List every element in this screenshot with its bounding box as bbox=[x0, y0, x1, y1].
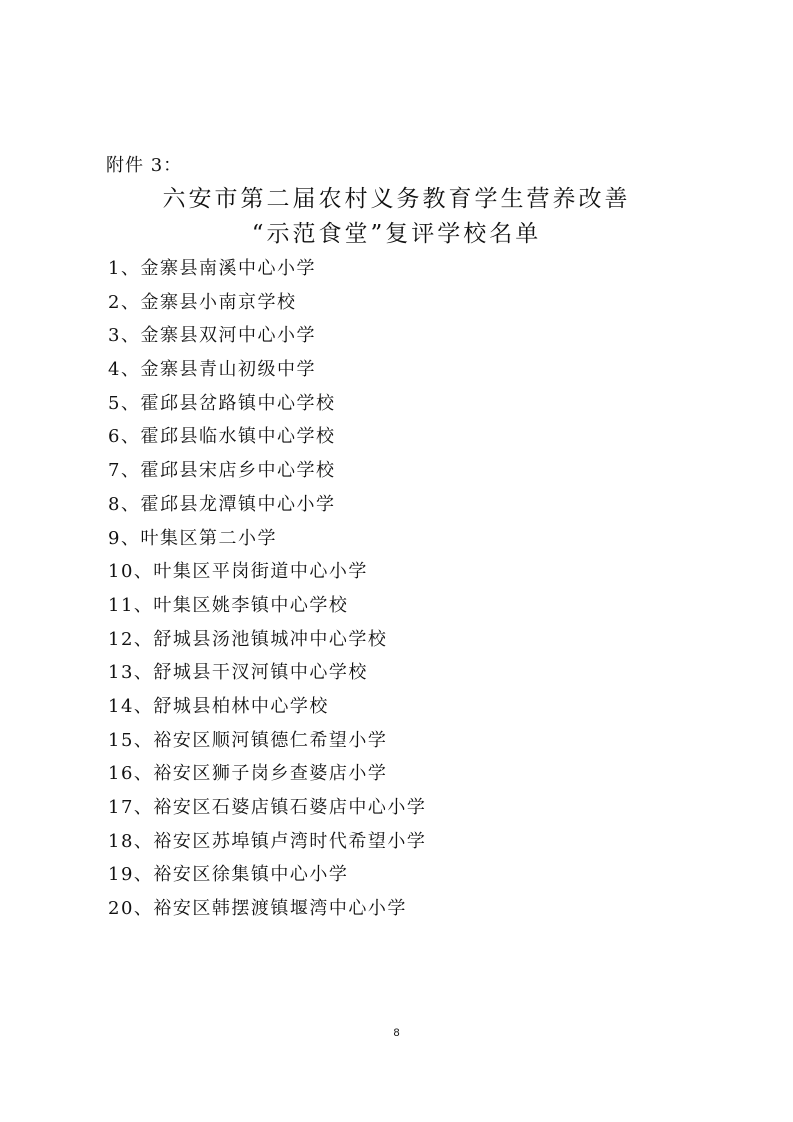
school-list-item: 12、舒城县汤池镇城冲中心学校 bbox=[108, 628, 388, 650]
school-list-item: 7、霍邱县宋店乡中心学校 bbox=[108, 460, 336, 482]
school-list-item: 19、裕安区徐集镇中心小学 bbox=[108, 864, 349, 886]
school-list-item: 11、叶集区姚李镇中心学校 bbox=[108, 594, 349, 616]
school-list-item: 16、裕安区狮子岗乡查婆店小学 bbox=[108, 763, 388, 785]
school-list-item: 4、金寨县青山初级中学 bbox=[108, 359, 316, 381]
school-list-item: 1、金寨县南溪中心小学 bbox=[108, 258, 316, 279]
school-list-item: 20、裕安区韩摆渡镇堰湾中心小学 bbox=[108, 898, 407, 920]
school-list-item: 13、舒城县干汊河镇中心学校 bbox=[108, 662, 368, 684]
school-list-item: 2、金寨县小南京学校 bbox=[108, 291, 297, 313]
document-title-line-2: “示范食堂”复评学校名单 bbox=[251, 221, 542, 247]
school-list-item: 8、霍邱县龙潭镇中心小学 bbox=[108, 493, 336, 515]
school-list-item: 6、霍邱县临水镇中心学校 bbox=[108, 426, 336, 448]
school-list-item: 9、叶集区第二小学 bbox=[108, 527, 277, 549]
school-list bbox=[108, 256, 426, 930]
school-list-item: 18、裕安区苏埠镇卢湾时代希望小学 bbox=[108, 830, 427, 852]
page-number: 8 bbox=[393, 1027, 400, 1039]
school-list-item: 3、金寨县双河中心小学 bbox=[108, 325, 316, 347]
school-list-item: 10、叶集区平岗街道中心小学 bbox=[108, 561, 368, 583]
school-list-item: 17、裕安区石婆店镇石婆店中心小学 bbox=[108, 797, 427, 818]
school-list-item: 14、舒城县柏林中心学校 bbox=[108, 695, 329, 717]
school-list-item: 15、裕安区顺河镇德仁希望小学 bbox=[108, 729, 388, 751]
attachment-label: 附件 3： bbox=[106, 155, 183, 176]
school-list-item: 5、霍邱县岔路镇中心学校 bbox=[108, 392, 336, 414]
document-title-line-1: 六安市第二届农村义务教育学生营养改善 bbox=[162, 186, 631, 212]
